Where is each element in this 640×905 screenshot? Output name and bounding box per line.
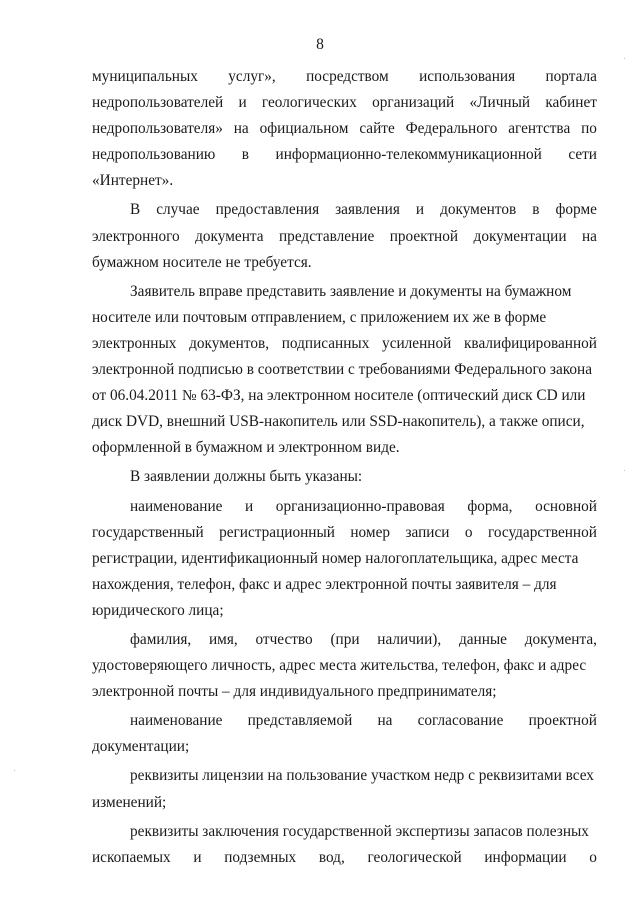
word: изменений; xyxy=(92,793,167,811)
word: записи xyxy=(405,523,450,541)
word: представляемой xyxy=(247,712,353,730)
word: В xyxy=(130,201,141,219)
word: недропользованию xyxy=(92,146,216,164)
word: документа, xyxy=(524,630,597,648)
word: электронной подписью в соответствии с требованиями Федерального закона xyxy=(92,361,593,379)
paragraph xyxy=(92,819,597,871)
word: на xyxy=(581,227,597,245)
word: ископаемых xyxy=(92,848,171,866)
word: усиленной xyxy=(382,334,452,352)
text-line xyxy=(92,708,597,734)
word: предоставления xyxy=(215,201,320,219)
word: геологических xyxy=(261,94,357,112)
text-line xyxy=(92,116,597,142)
word: проектной xyxy=(528,712,597,730)
text-line xyxy=(92,627,597,653)
word: информации xyxy=(484,848,567,866)
text-line xyxy=(92,168,597,194)
word: Заявитель вправе представить заявление и документы на бумажном xyxy=(130,282,572,300)
word: основной xyxy=(535,497,597,515)
word: регистрационный xyxy=(219,523,335,541)
text-line xyxy=(92,653,597,679)
word: агентства xyxy=(508,120,571,138)
word: и xyxy=(238,94,247,112)
word: организаций xyxy=(372,94,455,112)
word: электронного xyxy=(92,227,180,245)
word: использования xyxy=(419,68,516,85)
word: наименование xyxy=(130,497,223,515)
word: о xyxy=(464,523,473,541)
word: муниципальных xyxy=(92,68,198,85)
word: фамилия, xyxy=(130,630,192,648)
word: реквизиты лицензии на пользование участком недр с реквизитами всех xyxy=(130,767,594,785)
paragraph xyxy=(92,197,597,275)
word: номер xyxy=(350,523,391,541)
paragraph xyxy=(92,763,597,815)
word: квалифицированной xyxy=(464,334,597,352)
paragraph xyxy=(92,494,597,624)
text-line xyxy=(92,142,597,168)
word: официальном xyxy=(259,120,349,138)
word: портала xyxy=(545,68,597,85)
word: документов, xyxy=(189,334,270,352)
text-line xyxy=(92,435,597,461)
word: подписанных xyxy=(281,334,370,352)
text-line xyxy=(92,197,597,223)
word: (при xyxy=(330,630,360,648)
word: в xyxy=(532,201,540,219)
word: документов xyxy=(440,201,517,219)
text-line xyxy=(92,845,597,871)
word: форма, xyxy=(467,497,513,515)
text-line xyxy=(92,279,597,305)
word: удостоверяющего личность, адрес места жительства, телефон, факс и адрес xyxy=(92,657,587,675)
word: В заявлении должны быть указаны: xyxy=(130,468,363,486)
word: заявления xyxy=(335,201,400,219)
word: в xyxy=(241,146,250,164)
word: услуг», xyxy=(228,68,276,85)
word: документации xyxy=(473,227,567,245)
text-line xyxy=(92,598,597,624)
text-line xyxy=(92,64,597,90)
text-line xyxy=(92,224,597,250)
word: и xyxy=(415,201,425,219)
text-line xyxy=(92,520,597,546)
word: и xyxy=(245,497,254,515)
word: диск DVD, внешний USB-накопитель или SSD-накопитель), а также описи, xyxy=(92,413,585,431)
text-line xyxy=(92,494,597,520)
word: электронной почты – для индивидуального предпринимателя; xyxy=(92,683,497,701)
word: согласование xyxy=(417,712,504,730)
word: на xyxy=(233,120,249,138)
word: документации; xyxy=(92,738,190,756)
word: форме xyxy=(555,201,597,219)
text-line xyxy=(92,819,597,845)
word: юридического лица; xyxy=(92,601,224,619)
word: организационно-правовая xyxy=(275,497,445,515)
paragraph xyxy=(92,464,597,490)
word: электронных xyxy=(92,334,177,352)
scan-mark xyxy=(14,770,15,771)
word: «Интернет». xyxy=(92,172,174,190)
document-body xyxy=(92,64,597,871)
paragraph xyxy=(92,64,597,194)
paragraph xyxy=(92,627,597,705)
word: реквизиты заключения государственной экспертизы запасов полезных xyxy=(130,822,589,840)
text-line xyxy=(92,572,597,598)
word: государственной xyxy=(487,523,597,541)
word: носителе или почтовым отправлением, с приложением их же в форме xyxy=(92,308,547,326)
word: документа xyxy=(195,227,264,245)
word: случае xyxy=(156,201,200,219)
word: о xyxy=(589,848,597,866)
word: сайте xyxy=(359,120,395,138)
word: «Личный xyxy=(469,94,531,112)
word: подземных xyxy=(224,848,297,866)
word: информационно-телекоммуникационной xyxy=(275,146,542,164)
text-line xyxy=(92,331,597,357)
word: по xyxy=(581,120,597,138)
word: государственный xyxy=(92,523,204,541)
word: оформленной в бумажном и электронном виде. xyxy=(92,439,400,457)
word: кабинет xyxy=(545,94,597,112)
word: недропользователей xyxy=(92,94,224,112)
word: на xyxy=(377,712,393,730)
word: сети xyxy=(568,146,597,164)
scan-mark xyxy=(624,58,625,59)
text-line xyxy=(92,763,597,789)
word: нахождения, телефон, факс и адрес электронной почты заявителя – для xyxy=(92,575,557,593)
text-line xyxy=(92,90,597,116)
word: наличии), xyxy=(377,630,442,648)
word: проектной xyxy=(389,227,459,245)
text-line xyxy=(92,546,597,572)
word: от 06.04.2011 № 63-ФЗ, на электронном носителе (оптический диск CD или xyxy=(92,387,586,405)
word: данные xyxy=(458,630,507,648)
word: геологической xyxy=(367,848,462,866)
text-line xyxy=(92,357,597,383)
word: представление xyxy=(278,227,375,245)
word: недропользователя» xyxy=(92,120,223,138)
page-number: 8 xyxy=(316,36,324,53)
text-line xyxy=(92,305,597,331)
word: имя, xyxy=(208,630,238,648)
word: и xyxy=(193,848,202,866)
word: регистрации, идентификационный номер налогоплательщика, адрес места xyxy=(92,549,579,567)
text-line xyxy=(92,250,597,276)
text-line xyxy=(92,464,597,490)
word: бумажном носителе не требуется. xyxy=(92,253,312,271)
scan-mark xyxy=(624,470,625,471)
text-line xyxy=(92,383,597,409)
word: отчество xyxy=(255,630,313,648)
text-line xyxy=(92,734,597,760)
text-line xyxy=(92,409,597,435)
word: вод, xyxy=(318,848,345,866)
paragraph xyxy=(92,708,597,760)
paragraph xyxy=(92,279,597,462)
text-line xyxy=(92,790,597,816)
word: Федерального xyxy=(405,120,498,138)
word: наименование xyxy=(130,712,223,730)
word: посредством xyxy=(306,68,389,85)
text-line xyxy=(92,679,597,705)
